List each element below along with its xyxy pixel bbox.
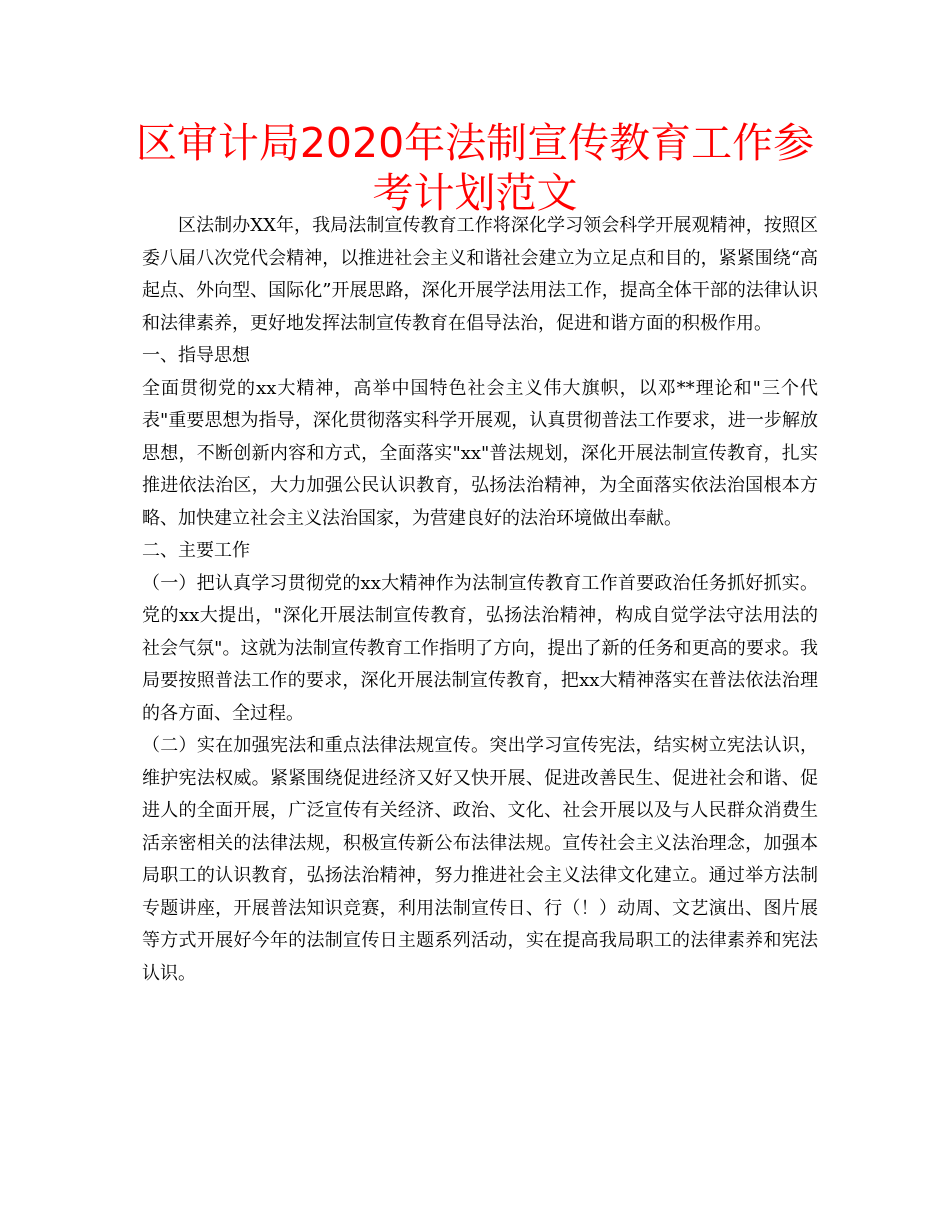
intro-paragraph: 区法制办XX年，我局法制宣传教育工作将深化学习领会科学开展观精神，按照区委八届八次党代会精神，以推进社会主义和谐社会建立为立足点和目的，紧紧围绕“高起点、外向型、国际化”开展思路，深化开展学法用法工作，提高全体干部的法律认识和法律素养，更好地发挥法制宣传教育在倡导法治，促进和谐方面的积极作用。 — [142, 215, 818, 334]
document-body — [142, 210, 818, 990]
main-work-item-1: （一）把认真学习贯彻党的xx大精神作为法制宣传教育工作首要政治任务抓好抓实。党的xx大提出，"深化开展法制宣传教育，弘扬法治精神，构成自觉学法守法用法的社会气氛"。这就为法制宣传教育工作指明了方向，提出了新的任务和更高的要求。我局要按照普法工作的要求，深化开展法制宣传教育，把xx大精神落实在普法依法治理的各方面、全过程。 — [142, 572, 818, 724]
section-heading-guiding-thought: 一、指导思想 — [142, 345, 250, 366]
document-title: 区审计局2020年法制宣传教育工作参考计划范文 — [135, 119, 815, 217]
guiding-thought-paragraph: 全面贯彻党的xx大精神，高举中国特色社会主义伟大旗帜，以邓**理论和"三个代表"重要思想为指导，深化贯彻落实科学开展观，认真贯彻普法工作要求，进一步解放思想，不断创新内容和方式，全面落实"xx"普法规划，深化开展法制宣传教育，扎实推进依法治区，大力加强公民认识教育，弘扬法治精神，为全面落实依法治国根本方略、加快建立社会主义法治国家，为营建良好的法治环境做出奉献。 — [142, 377, 818, 529]
main-work-item-2: （二）实在加强宪法和重点法律法规宣传。突出学习宣传宪法，结实树立宪法认识，维护宪法权威。紧紧围绕促进经济又好又快开展、促进改善民生、促进社会和谐、促进人的全面开展，广泛宣传有关经济、政治、文化、社会开展以及与人民群众消费生活亲密相关的法律法规，积极宣传新公布法律法规。宣传社会主义法治理念，加强本局职工的认识教育，弘扬法治精神，努力推进社会主义法律文化建立。通过举方法制专题讲座，开展普法知识竞赛，利用法制宣传日、行（！）动周、文艺演出、图片展等方式开展好今年的法制宣传日主题系列活动，实在提高我局职工的法律素养和宪法认识。 — [142, 735, 818, 984]
section-heading-main-work: 二、主要工作 — [142, 540, 250, 561]
